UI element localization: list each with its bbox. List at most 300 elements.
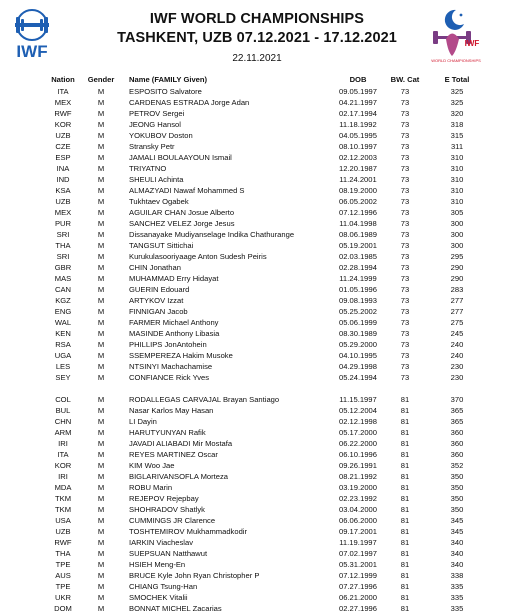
entry-total: 352 xyxy=(450,461,464,470)
table-row xyxy=(0,537,514,548)
entry-total: 350 xyxy=(450,505,464,514)
athlete-name: SSEMPEREZA Hakim Musoke xyxy=(129,351,233,360)
dob: 01.05.1996 xyxy=(338,285,377,294)
athlete-name: HARUTYUNYAN Rafik xyxy=(129,428,206,437)
table-row xyxy=(0,284,514,295)
athlete-name: Dissanayake Mudiyanselage Indika Chathurange xyxy=(129,230,295,239)
entry-total: 340 xyxy=(450,538,464,547)
table-row xyxy=(0,152,514,163)
nation: KEN xyxy=(55,329,71,338)
athlete-name: PETROV Sergei xyxy=(129,109,185,118)
athlete-name: NTSINYI Machachamise xyxy=(129,362,213,371)
bw-cat: 73 xyxy=(400,285,410,294)
gender: M xyxy=(97,571,105,580)
dob: 02.03.1985 xyxy=(338,252,377,261)
gender: M xyxy=(97,461,105,470)
dob: 07.27.1996 xyxy=(338,582,377,591)
nation: ARM xyxy=(54,428,72,437)
bw-cat: 81 xyxy=(400,406,410,415)
gender: M xyxy=(97,274,105,283)
dob: 02.12.1998 xyxy=(338,417,377,426)
table-row xyxy=(0,438,514,449)
gender: M xyxy=(97,472,105,481)
athlete-name: ALMAZYADI Nawaf Mohammed S xyxy=(129,186,245,195)
dob: 11.24.1999 xyxy=(339,274,377,283)
nation: UZB xyxy=(55,527,71,536)
nation: RSA xyxy=(55,340,71,349)
nation: IND xyxy=(56,175,70,184)
entry-total: 310 xyxy=(450,175,464,184)
entry-total: 300 xyxy=(450,230,464,239)
dob: 05.12.2004 xyxy=(338,406,377,415)
athlete-name: CUMMINGS JR Clarence xyxy=(129,516,216,525)
entry-total: 310 xyxy=(450,153,464,162)
athlete-name: PHILLIPS JonAntohein xyxy=(129,340,207,349)
dob: 07.02.1997 xyxy=(338,549,377,558)
bw-cat: 81 xyxy=(400,604,410,613)
entry-total: 370 xyxy=(450,395,464,404)
table-row xyxy=(0,482,514,493)
entry-total: 345 xyxy=(450,527,464,536)
bw-cat: 81 xyxy=(400,527,410,536)
event-location-dates: TASHKENT, UZB 07.12.2021 - 17.12.2021 xyxy=(117,30,397,46)
athlete-name: HSIEH Meng-En xyxy=(129,560,186,569)
entry-total: 245 xyxy=(450,329,464,338)
nation: UGA xyxy=(54,351,72,360)
dob: 08.10.1997 xyxy=(338,142,377,151)
col-entry-total: E Total xyxy=(444,75,470,84)
entry-total: 240 xyxy=(450,351,464,360)
nation: IRI xyxy=(58,439,68,448)
dob: 09.08.1993 xyxy=(338,296,377,305)
gender: M xyxy=(97,483,105,492)
nation: THA xyxy=(55,241,71,250)
bw-cat: 73 xyxy=(400,373,410,382)
athlete-name: Nasar Karlos May Hasan xyxy=(129,406,214,415)
table-row xyxy=(0,119,514,130)
nation: MDA xyxy=(54,483,72,492)
nation: KOR xyxy=(54,120,72,129)
athlete-name: CHIN Jonathan xyxy=(129,263,181,272)
dob: 05.25.2002 xyxy=(338,307,377,316)
nation: ITA xyxy=(57,450,69,459)
table-row xyxy=(0,328,514,339)
gender: M xyxy=(97,208,105,217)
nation: USA xyxy=(55,516,71,525)
dob: 06.05.2002 xyxy=(338,197,377,206)
nation: CAN xyxy=(54,285,72,294)
dob: 11.15.1997 xyxy=(339,395,377,404)
bw-cat: 73 xyxy=(400,318,410,327)
gender: M xyxy=(97,582,105,591)
entry-total: 318 xyxy=(450,120,464,129)
athlete-name: Stransky Petr xyxy=(129,142,175,151)
entry-total: 230 xyxy=(450,373,464,382)
bw-cat: 73 xyxy=(400,252,410,261)
bw-cat: 73 xyxy=(400,131,410,140)
athlete-name: TOSHTEMIROV Mukhammadkodir xyxy=(129,527,248,536)
bw-cat: 73 xyxy=(400,109,410,118)
document-date: 22.11.2021 xyxy=(232,53,282,64)
bw-cat: 73 xyxy=(400,164,410,173)
dob: 11.04.1998 xyxy=(339,219,377,228)
athlete-name: SHOHRADOV Shatlyk xyxy=(129,505,205,514)
entry-total: 325 xyxy=(450,87,464,96)
athlete-name: AGUILAR CHAN Josue Alberto xyxy=(129,208,235,217)
athlete-name: ESPOSITO Salvatore xyxy=(129,87,202,96)
table-row xyxy=(0,427,514,438)
table-row xyxy=(0,339,514,350)
bw-cat: 81 xyxy=(400,472,410,481)
dob: 08.21.1992 xyxy=(338,472,377,481)
bw-cat: 81 xyxy=(400,450,410,459)
gender: M xyxy=(97,230,105,239)
nation: DOM xyxy=(54,604,72,613)
table-row xyxy=(0,504,514,515)
nation: PUR xyxy=(54,219,72,228)
nation: COL xyxy=(55,395,71,404)
table-row xyxy=(0,350,514,361)
athlete-name: SMOCHEK Vitalii xyxy=(129,593,188,602)
nation: INA xyxy=(56,164,70,173)
entry-total: 283 xyxy=(450,285,464,294)
nation: MAS xyxy=(54,274,72,283)
dob: 12.20.1987 xyxy=(338,164,377,173)
gender: M xyxy=(97,593,105,602)
entry-total: 277 xyxy=(450,307,464,316)
dob: 06.21.2000 xyxy=(338,593,377,602)
table-row xyxy=(0,196,514,207)
entry-total: 350 xyxy=(450,472,464,481)
athlete-name: YOKUBOV Doston xyxy=(129,131,193,140)
dob: 06.06.2000 xyxy=(338,516,377,525)
gender: M xyxy=(97,263,105,272)
dob: 09.26.1991 xyxy=(338,461,377,470)
dob: 05.17.2000 xyxy=(338,428,377,437)
table-row xyxy=(0,581,514,592)
col-dob: DOB xyxy=(349,75,367,84)
athlete-name: GUERIN Edouard xyxy=(129,285,190,294)
dob: 06.22.2000 xyxy=(338,439,377,448)
athlete-name: SUEPSUAN Natthawut xyxy=(129,549,208,558)
table-row xyxy=(0,526,514,537)
bw-cat: 73 xyxy=(400,98,410,107)
athlete-name: Tukhtaev Ogabek xyxy=(129,197,189,206)
bw-cat: 81 xyxy=(400,494,410,503)
athlete-name: CONFIANCE Rick Yves xyxy=(129,373,210,382)
nation: UZB xyxy=(55,197,71,206)
bw-cat: 81 xyxy=(400,428,410,437)
gender: M xyxy=(97,373,105,382)
bw-cat: 73 xyxy=(400,274,410,283)
table-row xyxy=(0,559,514,570)
dob: 04.29.1998 xyxy=(338,362,377,371)
table-row xyxy=(0,570,514,581)
table-row xyxy=(0,471,514,482)
gender: M xyxy=(97,131,105,140)
athlete-name: FARMER Michael Anthony xyxy=(129,318,219,327)
nation: TPE xyxy=(55,560,71,569)
bw-cat: 73 xyxy=(400,241,410,250)
table-row xyxy=(0,372,514,383)
dob: 07.12.1996 xyxy=(338,208,377,217)
table-row xyxy=(0,174,514,185)
nation: AUS xyxy=(55,571,71,580)
entry-total: 290 xyxy=(450,263,464,272)
entry-total: 290 xyxy=(450,274,464,283)
dob: 08.19.2000 xyxy=(338,186,377,195)
bw-cat: 73 xyxy=(400,153,410,162)
bw-cat: 73 xyxy=(400,197,410,206)
athlete-name: ARTYKOV Izzat xyxy=(129,296,184,305)
nation: LES xyxy=(55,362,71,371)
entry-total: 340 xyxy=(450,560,464,569)
athlete-name: SHEULI Achinta xyxy=(129,175,184,184)
dob: 02.17.1994 xyxy=(338,109,377,118)
nation: KOR xyxy=(54,461,72,470)
gender: M xyxy=(97,362,105,371)
nation: CZE xyxy=(55,142,71,151)
col-name: Name (FAMILY Given) xyxy=(129,75,208,84)
nation: ENG xyxy=(54,307,72,316)
entry-total: 338 xyxy=(450,571,464,580)
nation: SRI xyxy=(56,252,70,261)
bw-cat: 81 xyxy=(400,461,410,470)
gender: M xyxy=(97,120,105,129)
col-bw-cat: BW. Cat xyxy=(390,75,420,84)
nation: UKR xyxy=(54,593,72,602)
athlete-name: ROBU Marin xyxy=(129,483,173,492)
document-title: IWF WORLD CHAMPIONSHIPS xyxy=(149,11,365,27)
dob: 05.24.1994 xyxy=(338,373,377,382)
col-gender: Gender xyxy=(87,75,115,84)
bw-cat: 73 xyxy=(400,263,410,272)
dob: 08.30.1989 xyxy=(338,329,377,338)
bw-cat: 81 xyxy=(400,560,410,569)
entry-total: 365 xyxy=(450,406,464,415)
dob: 03.19.2000 xyxy=(338,483,377,492)
table-header xyxy=(0,74,514,85)
table-row xyxy=(0,361,514,372)
entry-total: 311 xyxy=(450,142,464,151)
dob: 04.05.1995 xyxy=(338,131,377,140)
bw-cat: 73 xyxy=(400,208,410,217)
gender: M xyxy=(97,428,105,437)
dob: 05.29.2000 xyxy=(338,340,377,349)
bw-cat: 81 xyxy=(400,571,410,580)
gender: M xyxy=(97,252,105,261)
table-row xyxy=(0,416,514,427)
athlete-name: KIM Woo Jae xyxy=(129,461,175,470)
table-row xyxy=(0,273,514,284)
entry-total: 340 xyxy=(450,549,464,558)
dob: 05.19.2001 xyxy=(338,241,377,250)
nation: GBR xyxy=(54,263,72,272)
table-row xyxy=(0,130,514,141)
athlete-name: MUHAMMAD Erry Hidayat xyxy=(129,274,219,283)
nation: RWF xyxy=(54,538,72,547)
bw-cat: 81 xyxy=(400,593,410,602)
dob: 11.19.1997 xyxy=(339,538,377,547)
entry-total: 350 xyxy=(450,483,464,492)
nation: BUL xyxy=(55,406,71,415)
entry-total: 335 xyxy=(450,593,464,602)
gender: M xyxy=(97,98,105,107)
table-row xyxy=(0,108,514,119)
bw-cat: 73 xyxy=(400,87,410,96)
gender: M xyxy=(97,450,105,459)
table-row xyxy=(0,394,514,405)
bw-cat: 73 xyxy=(400,219,410,228)
nation: KGZ xyxy=(55,296,71,305)
entry-total: 360 xyxy=(450,450,464,459)
athlete-name: SANCHEZ VELEZ Jorge Jesus xyxy=(129,219,235,228)
col-nation: Nation xyxy=(51,75,75,84)
dob: 11.24.2001 xyxy=(339,175,377,184)
bw-cat: 81 xyxy=(400,439,410,448)
table-row xyxy=(0,460,514,471)
nation: RWF xyxy=(54,109,72,118)
dob: 09.17.2001 xyxy=(338,527,377,536)
gender: M xyxy=(97,417,105,426)
nation: KSA xyxy=(55,186,71,195)
gender: M xyxy=(97,285,105,294)
dob: 02.23.1992 xyxy=(338,494,377,503)
bw-cat: 81 xyxy=(400,549,410,558)
athlete-name: CHIANG Tsung-Han xyxy=(129,582,198,591)
table-row xyxy=(0,449,514,460)
gender: M xyxy=(97,604,105,613)
table-row xyxy=(0,141,514,152)
gender: M xyxy=(97,318,105,327)
dob: 11.18.1992 xyxy=(339,120,377,129)
table-row xyxy=(0,97,514,108)
dob: 02.27.1996 xyxy=(338,604,377,613)
bw-cat: 73 xyxy=(400,186,410,195)
gender: M xyxy=(97,395,105,404)
gender: M xyxy=(97,307,105,316)
table-row xyxy=(0,317,514,328)
athlete-name: IARKIN Viacheslav xyxy=(129,538,194,547)
svg-text:IWF: IWF xyxy=(464,39,480,48)
table-row xyxy=(0,295,514,306)
nation: TPE xyxy=(55,582,71,591)
entry-total: 295 xyxy=(450,252,464,261)
bw-cat: 81 xyxy=(400,538,410,547)
gender: M xyxy=(97,340,105,349)
gender: M xyxy=(97,175,105,184)
dob: 09.05.1997 xyxy=(338,87,377,96)
table-row xyxy=(0,229,514,240)
bw-cat: 81 xyxy=(400,483,410,492)
dob: 04.10.1995 xyxy=(338,351,377,360)
entry-total: 360 xyxy=(450,439,464,448)
svg-text:IWF: IWF xyxy=(16,42,48,61)
bw-cat: 73 xyxy=(400,175,410,184)
entry-total: 335 xyxy=(450,582,464,591)
entry-total: 365 xyxy=(450,417,464,426)
bw-cat: 73 xyxy=(400,296,410,305)
dob: 03.04.2000 xyxy=(338,505,377,514)
bw-cat: 81 xyxy=(400,417,410,426)
bw-cat: 73 xyxy=(400,351,410,360)
dob: 08.06.1989 xyxy=(338,230,377,239)
gender: M xyxy=(97,109,105,118)
athlete-name: BONNAT MICHEL Zacarias xyxy=(129,604,222,613)
table-row xyxy=(0,306,514,317)
athlete-name: REJEPOV Rejepbay xyxy=(129,494,199,503)
gender: M xyxy=(97,439,105,448)
gender: M xyxy=(97,560,105,569)
entry-total: 300 xyxy=(450,219,464,228)
bw-cat: 73 xyxy=(400,142,410,151)
entry-total: 345 xyxy=(450,516,464,525)
nation: SRI xyxy=(56,230,70,239)
dob: 04.21.1997 xyxy=(338,98,377,107)
table-row xyxy=(0,240,514,251)
bw-cat: 73 xyxy=(400,329,410,338)
table-row xyxy=(0,405,514,416)
table-row xyxy=(0,251,514,262)
svg-text:WORLD CHAMPIONSHIPS: WORLD CHAMPIONSHIPS xyxy=(431,58,481,63)
table-row xyxy=(0,185,514,196)
athlete-name: RODALLEGAS CARVAJAL Brayan Santiago xyxy=(129,395,280,404)
table-row xyxy=(0,603,514,614)
table-row xyxy=(0,548,514,559)
table-row xyxy=(0,493,514,504)
athlete-name: TANGSUT Sittichai xyxy=(129,241,194,250)
athlete-name: LI Dayin xyxy=(129,417,157,426)
nation: UZB xyxy=(55,131,71,140)
gender: M xyxy=(97,142,105,151)
table-row xyxy=(0,207,514,218)
bw-cat: 81 xyxy=(400,582,410,591)
gender: M xyxy=(97,87,105,96)
entry-total: 315 xyxy=(450,131,464,140)
nation: TKM xyxy=(54,494,72,503)
gender: M xyxy=(97,351,105,360)
nation: MEX xyxy=(54,98,72,107)
dob: 02.12.2003 xyxy=(338,153,377,162)
gender: M xyxy=(97,538,105,547)
gender: M xyxy=(97,406,105,415)
nation: SEY xyxy=(55,373,71,382)
entry-total: 310 xyxy=(450,197,464,206)
athlete-name: BIGLARIVANSOFLA Morteza xyxy=(129,472,229,481)
athlete-name: JAMALI BOULAAYOUN Ismail xyxy=(129,153,232,162)
entry-total: 300 xyxy=(450,241,464,250)
athlete-name: TRIYATNO xyxy=(129,164,167,173)
athlete-name: BRUCE Kyle John Ryan Christopher P xyxy=(129,571,260,580)
athlete-name: JEONG Hansol xyxy=(129,120,181,129)
entry-total: 230 xyxy=(450,362,464,371)
entry-total: 360 xyxy=(450,428,464,437)
gender: M xyxy=(97,219,105,228)
entry-total: 320 xyxy=(450,109,464,118)
bw-cat: 81 xyxy=(400,505,410,514)
gender: M xyxy=(97,296,105,305)
table-row xyxy=(0,515,514,526)
dob: 05.31.2001 xyxy=(338,560,377,569)
dob: 05.06.1999 xyxy=(338,318,377,327)
gender: M xyxy=(97,516,105,525)
athlete-name: JAVADI ALIABADI Mir Mostafa xyxy=(129,439,233,448)
athlete-name: Kurukulasooriyaage Anton Sudesh Peiris xyxy=(129,252,267,261)
nation: IRI xyxy=(58,472,68,481)
table-row xyxy=(0,592,514,603)
entry-total: 335 xyxy=(450,604,464,613)
gender: M xyxy=(97,527,105,536)
